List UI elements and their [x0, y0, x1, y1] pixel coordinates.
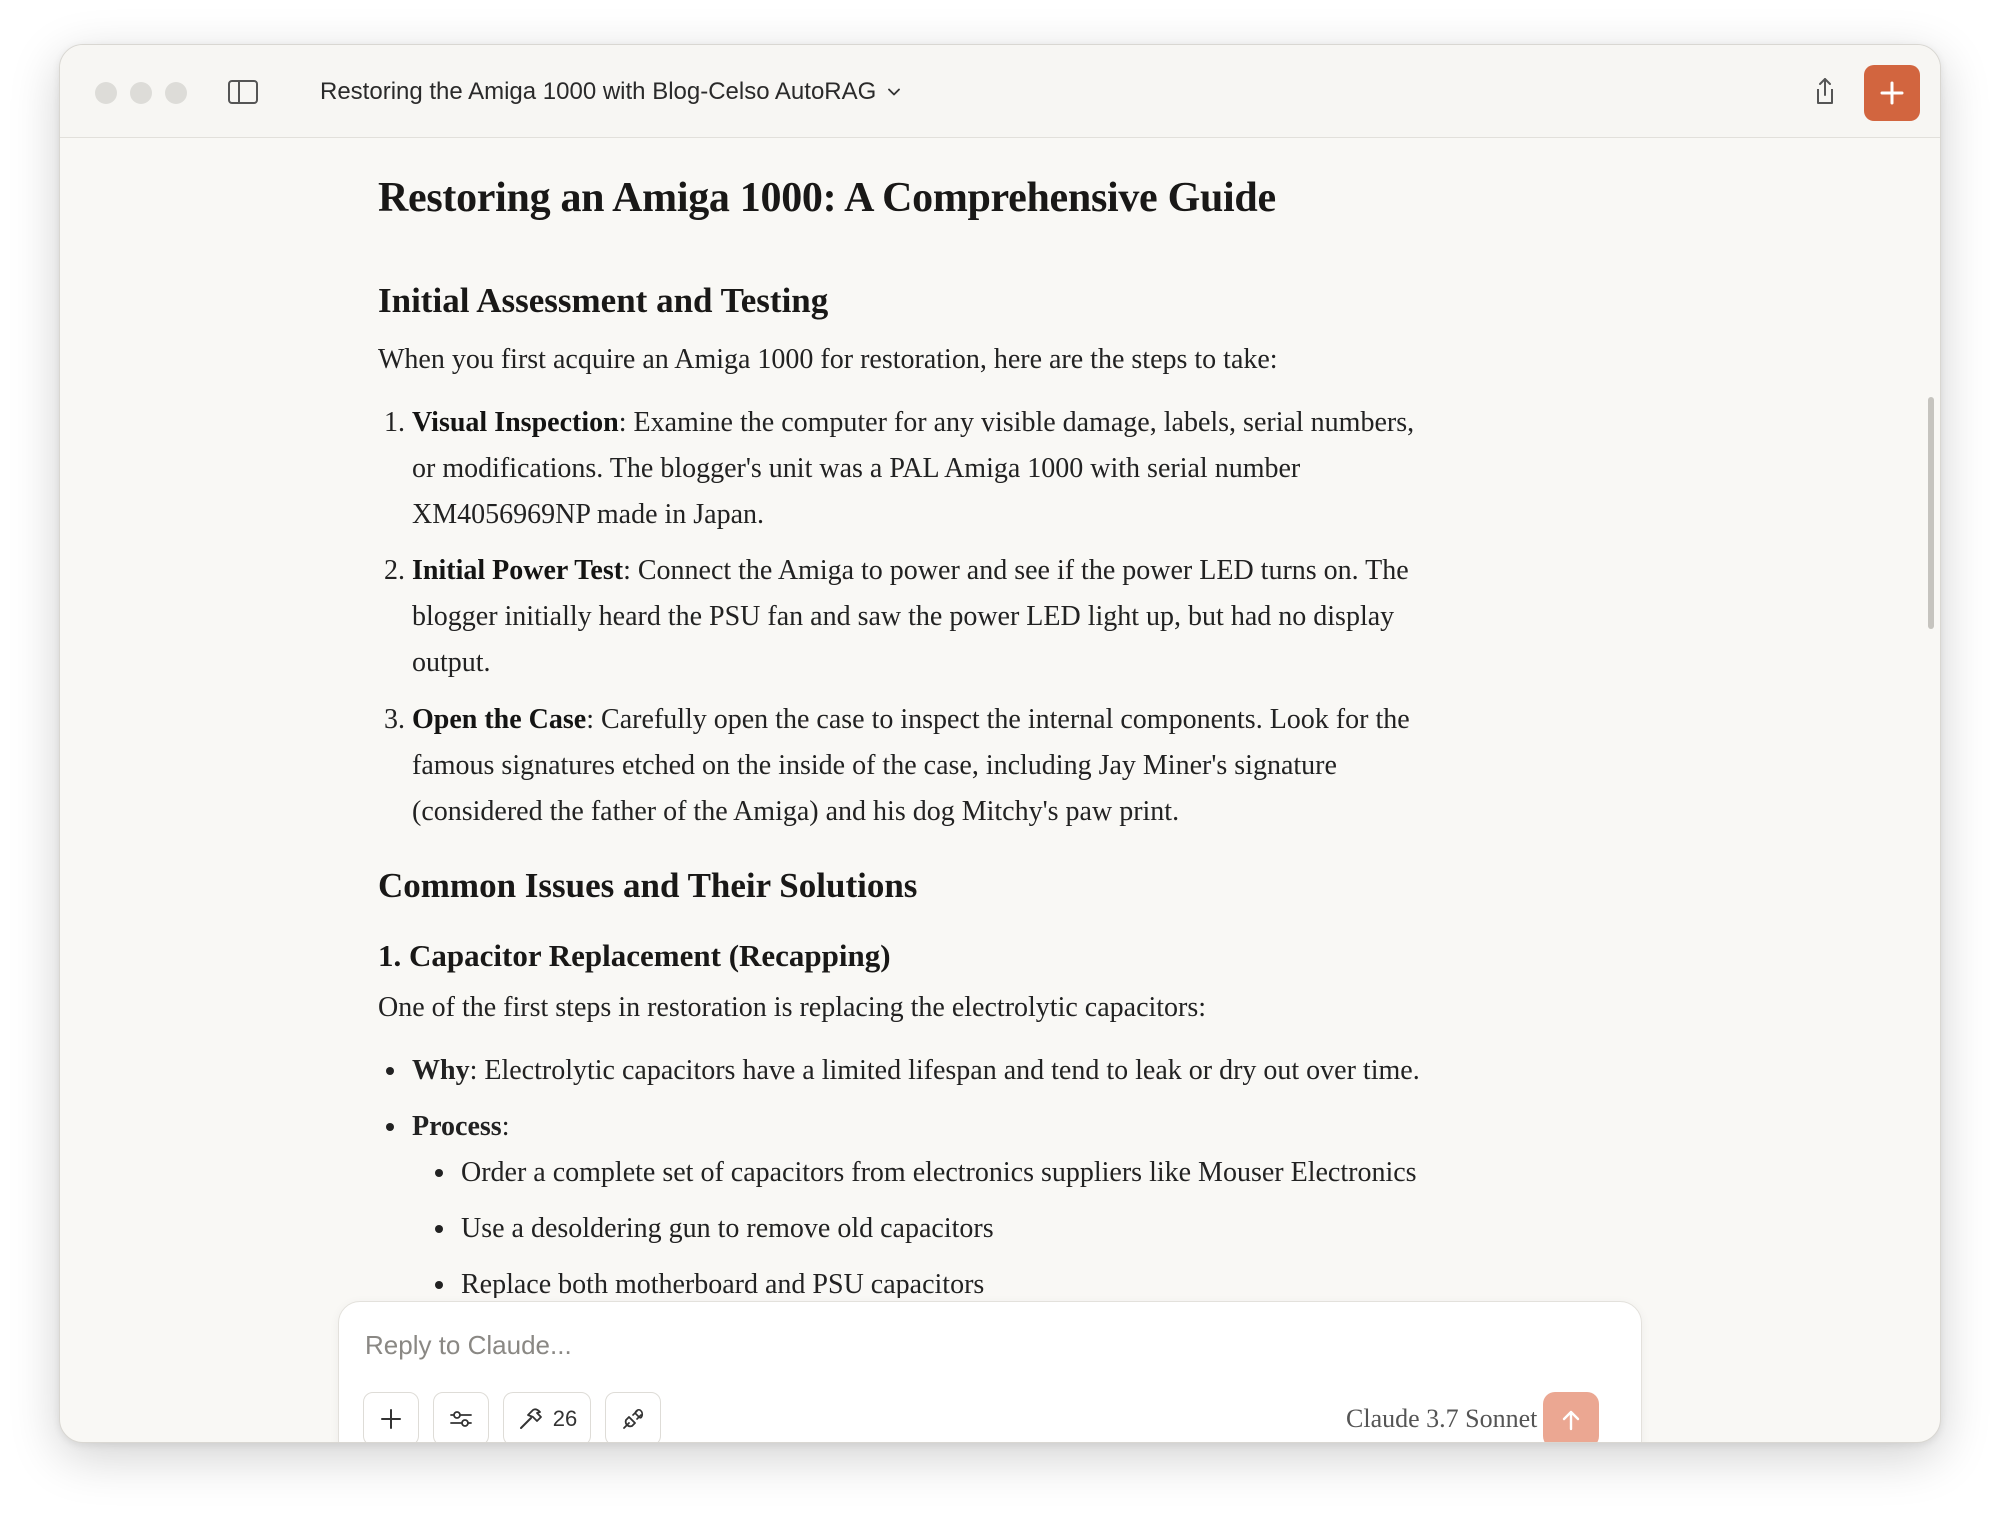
list-number: 3. — [384, 704, 405, 735]
subsection-intro: One of the first steps in restoration is replacing the electrolytic capacitors: — [378, 992, 1207, 1023]
list-item-text: Replace both motherboard and PSU capacitors — [461, 1269, 985, 1298]
sidebar-toggle-icon[interactable] — [228, 80, 258, 104]
list-item — [378, 548, 1558, 686]
reply-composer — [338, 1301, 1642, 1443]
list-item — [378, 697, 1558, 835]
list-item — [461, 1262, 984, 1298]
arrow-up-icon — [1559, 1407, 1583, 1433]
model-selector[interactable] — [1346, 1400, 1561, 1438]
list-item — [461, 1206, 994, 1252]
add-attachment-button[interactable] — [363, 1392, 419, 1443]
list-item-text: : Carefully open the case to inspect the internal components. Look for the — [586, 704, 1410, 735]
section-heading-initial-assessment: Initial Assessment and Testing — [378, 281, 829, 320]
list-number: 2. — [384, 555, 405, 586]
bullet — [386, 1123, 394, 1131]
integrations-button[interactable] — [605, 1392, 661, 1443]
list-item-label: Initial Power Test — [412, 555, 624, 586]
section-heading-common-issues: Common Issues and Their Solutions — [378, 866, 918, 905]
chevron-down-icon — [886, 84, 902, 100]
sliders-icon — [448, 1407, 474, 1431]
article-title: Restoring an Amiga 1000: A Comprehensive Guide — [378, 175, 1276, 221]
list-item-text: famous signatures etched on the inside of the case, including Jay Miner's signature — [412, 750, 1337, 781]
reply-input[interactable] — [363, 1324, 1267, 1366]
title-bar — [60, 45, 1940, 138]
bullet — [435, 1169, 443, 1177]
plug-icon — [620, 1406, 646, 1432]
plus-icon — [379, 1407, 403, 1431]
settings-button[interactable] — [433, 1392, 489, 1443]
list-item — [378, 400, 1558, 538]
chat-title: Restoring the Amiga 1000 with Blog-Celso AutoRAG — [320, 78, 877, 105]
list-item-text: : Electrolytic capacitors have a limited lifespan and tend to leak or dry out over time. — [469, 1055, 1420, 1086]
list-item-label: Why — [412, 1055, 470, 1086]
bullet — [386, 1067, 394, 1075]
list-item-text: XM4056969NP made in Japan. — [412, 499, 765, 530]
chat-content — [60, 138, 1940, 1298]
subsection-heading-recapping: 1. Capacitor Replacement (Recapping) — [378, 938, 891, 973]
list-item-text: output. — [412, 647, 491, 678]
list-item-text: (considered the father of the Amiga) and his dog Mitchy's paw print. — [412, 796, 1180, 827]
zoom-window-button[interactable] — [165, 82, 187, 104]
model-name: Claude 3.7 Sonnet — [1346, 1404, 1538, 1433]
list-item-text: : — [501, 1111, 510, 1142]
scrollbar-thumb[interactable] — [1928, 397, 1934, 629]
hammer-icon — [517, 1406, 545, 1432]
list-item-label: Process — [412, 1111, 502, 1142]
list-item-text: : Connect the Amiga to power and see if the power LED turns on. The — [623, 555, 1409, 586]
tools-count: 26 — [552, 1406, 578, 1431]
share-icon[interactable] — [1808, 75, 1842, 109]
chat-title-dropdown[interactable] — [320, 75, 902, 109]
list-item — [461, 1150, 1417, 1196]
list-item-text: Order a complete set of capacitors from electronics suppliers like Mouser Electronics — [461, 1157, 1417, 1188]
list-item-text: blogger initially heard the PSU fan and saw the power LED light up, but had no display — [412, 601, 1395, 632]
list-item — [412, 1104, 509, 1150]
list-item-label: Visual Inspection — [412, 407, 619, 438]
bullet — [435, 1225, 443, 1233]
list-item-label: Open the Case — [412, 704, 587, 735]
list-number: 1. — [384, 407, 405, 438]
send-button[interactable] — [1543, 1392, 1599, 1443]
plus-icon — [1878, 79, 1906, 107]
list-item — [412, 1048, 1420, 1094]
list-item-text: or modifications. The blogger's unit was a PAL Amiga 1000 with serial number — [412, 453, 1301, 484]
bullet — [435, 1281, 443, 1289]
tools-button[interactable] — [503, 1392, 591, 1443]
list-item-text: : Examine the computer for any visible damage, labels, serial numbers, — [618, 407, 1415, 438]
app-window — [59, 44, 1941, 1443]
minimize-window-button[interactable] — [130, 82, 152, 104]
list-item-text: Use a desoldering gun to remove old capacitors — [461, 1213, 994, 1244]
new-chat-button[interactable] — [1864, 65, 1920, 121]
close-window-button[interactable] — [95, 82, 117, 104]
section-intro: When you first acquire an Amiga 1000 for restoration, here are the steps to take: — [378, 344, 1278, 375]
